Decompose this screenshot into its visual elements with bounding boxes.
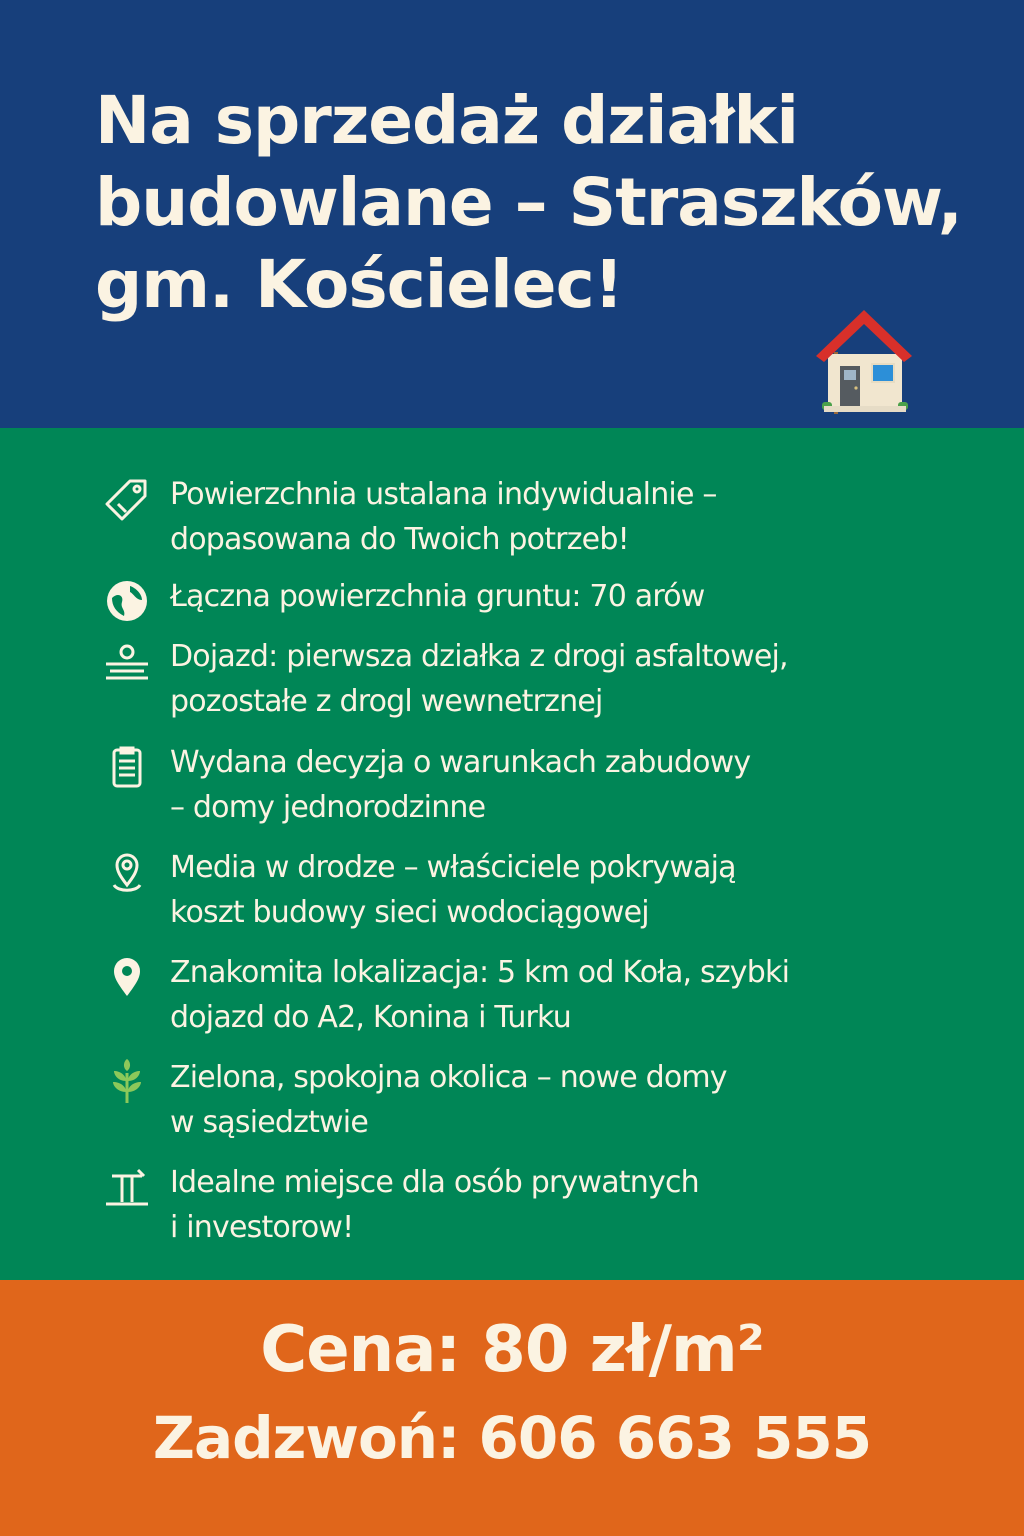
list-item-line: Media w drodze – właściciele pokrywają <box>170 850 736 885</box>
list-item-line: dopasowana do Twoich potrzeb! <box>170 522 629 557</box>
page-title <box>95 80 995 326</box>
map-pin-icon <box>104 954 150 1000</box>
list-item-line: koszt budowy sieci wodociągowej <box>170 895 649 930</box>
road-icon <box>104 638 150 684</box>
list-item-line: i investorow! <box>170 1210 354 1245</box>
list-item-text <box>170 1055 727 1145</box>
list-item-line: pozostałe z drogl wewnetrznej <box>170 684 603 719</box>
clipboard-icon <box>104 744 150 790</box>
list-item-text <box>170 740 750 830</box>
list-item-line: Łączna powierzchnia gruntu: 70 arów <box>170 579 705 614</box>
globe-icon <box>104 578 150 624</box>
list-item-text <box>170 574 705 619</box>
list-item-text <box>170 1160 699 1250</box>
title-line: Na sprzedaż działki <box>95 82 799 159</box>
list-item-line: Znakomita lokalizacja: 5 km od Koła, szybki <box>170 955 790 990</box>
house-icon <box>814 304 914 414</box>
leaf-icon <box>104 1059 150 1105</box>
list-item-line: dojazd do A2, Konina i Turku <box>170 1000 571 1035</box>
tag-icon <box>104 476 150 522</box>
list-item-line: – domy jednorodzinne <box>170 790 486 825</box>
list-item-line: Wydana decyzja o warunkach zabudowy <box>170 745 751 780</box>
title-line: budowlane – Straszków, <box>95 164 962 241</box>
list-item-line: Dojazd: pierwsza działka z drogi asfaltowej, <box>170 639 788 674</box>
list-item-text <box>170 634 788 724</box>
title-line: gm. Kościelec! <box>95 246 623 323</box>
list-item-text <box>170 472 717 562</box>
list-item-line: Idealne miejsce dla osób prywatnych <box>170 1165 699 1200</box>
beach-umbrella-icon <box>104 1164 150 1210</box>
location-pin-icon <box>104 849 150 895</box>
phone-text[interactable]: Zadzwoń: 606 663 555 <box>152 1404 872 1472</box>
list-item-text <box>170 845 736 935</box>
price-text: Cena: 80 zł/m² <box>260 1313 764 1387</box>
list-item-line: Powierzchnia ustalana indywidualnie – <box>170 477 717 512</box>
list-item-text <box>170 950 789 1040</box>
list-item-line: w sąsiedztwie <box>170 1105 368 1140</box>
list-item-line: Zielona, spokojna okolica – nowe domy <box>170 1060 727 1095</box>
